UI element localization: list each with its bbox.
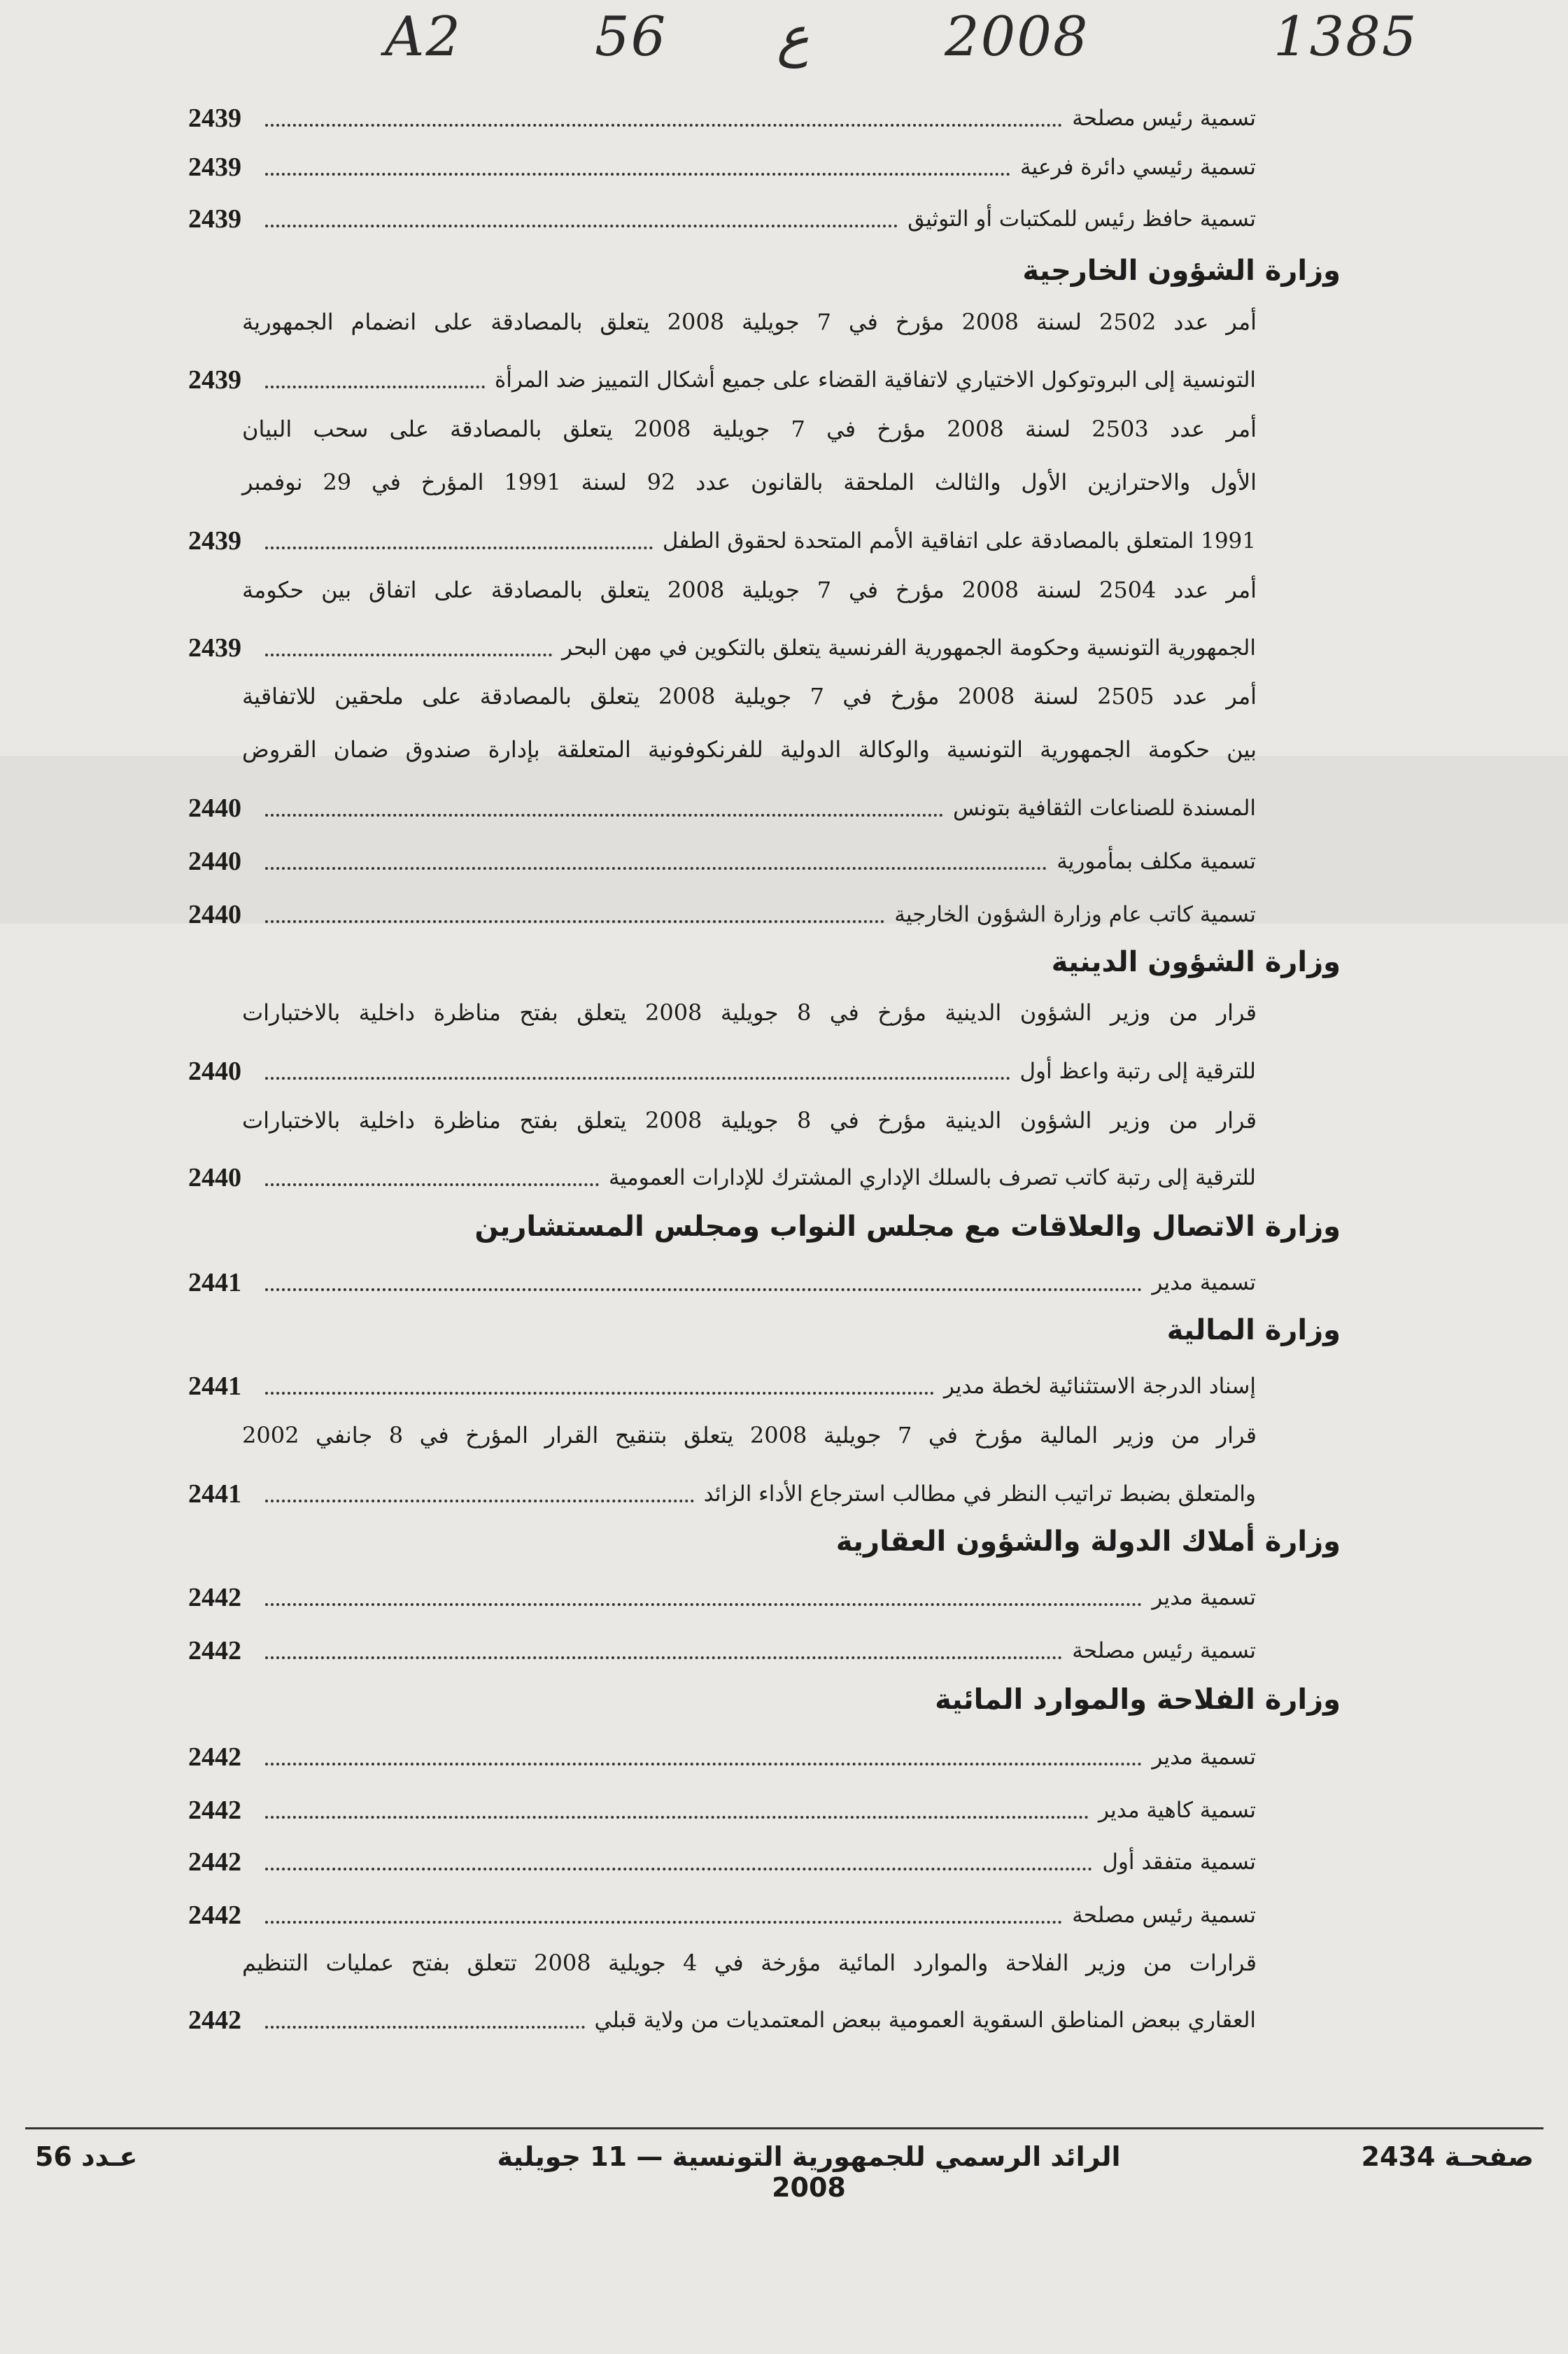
toc-entry xyxy=(157,355,1256,400)
toc-entry xyxy=(157,1995,1256,2040)
toc-entry xyxy=(157,889,1256,934)
toc-entry xyxy=(157,1837,1256,1882)
toc-page-number: 2442 xyxy=(188,1847,241,1877)
dot-leader xyxy=(265,1921,1062,1924)
dot-leader xyxy=(265,1603,1142,1606)
toc-page-number: 2439 xyxy=(188,633,241,663)
section-heading: وزارة الاتصال والعلاقات مع مجلس النواب ومجلس المستشارين xyxy=(474,1211,1341,1243)
toc-entry-text: المسندة للصناعات الثقافية بتونس xyxy=(952,796,1256,821)
dot-leader xyxy=(265,1868,1092,1870)
toc-entry xyxy=(157,1469,1256,1514)
toc-entry-text: إسناد الدرجة الاستثنائية لخطة مدير xyxy=(943,1374,1256,1399)
toc-entry xyxy=(157,623,1256,668)
dot-leader xyxy=(265,1816,1089,1819)
dot-leader xyxy=(265,173,1010,176)
toc-entry xyxy=(157,836,1256,881)
toc-page-number: 2441 xyxy=(188,1268,241,1297)
entry-line: أمر عدد 2502 لسنة 2008 مؤرخ في 7 جويلية 2008 يتعلق بالمصادقة على انضمام الجمهورية xyxy=(242,309,1257,335)
handwritten-reference xyxy=(364,0,1455,84)
toc-entry-text: تسمية مكلف بمأمورية xyxy=(1057,849,1256,874)
toc-page-number: 2439 xyxy=(188,526,241,556)
entry-line: أمر عدد 2503 لسنة 2008 مؤرخ في 7 جويلية 2008 يتعلق بالمصادقة على سحب البيان xyxy=(242,416,1257,442)
toc-entry-text: تسمية مدير xyxy=(1152,1745,1256,1770)
dot-leader xyxy=(265,1077,1010,1080)
dot-leader xyxy=(265,1392,934,1395)
entry-line: قرارات من وزير الفلاحة والموارد المائية مؤرخة في 4 جويلية 2008 تتعلق بفتح عمليات التنظيم xyxy=(242,1950,1257,1976)
entry-line: قرار من وزير الشؤون الدينية مؤرخ في 8 جويلية 2008 يتعلق بفتح مناظرة داخلية بالاختبارات xyxy=(242,999,1257,1026)
dot-leader xyxy=(265,814,943,817)
dot-leader xyxy=(265,867,1047,870)
toc-entry xyxy=(157,1572,1256,1617)
dot-leader xyxy=(265,124,1062,127)
toc-entry xyxy=(157,1046,1256,1091)
toc-entry-text: تسمية متفقد أول xyxy=(1102,1849,1256,1875)
toc-entry-text: تسمية كاهية مدير xyxy=(1098,1798,1256,1823)
toc-entry-text: تسمية حافظ رئيس للمكتبات أو التوثيق xyxy=(907,206,1256,232)
page-footer xyxy=(25,2141,1544,2203)
dot-leader xyxy=(265,2026,585,2029)
section-heading: وزارة الشؤون الخارجية xyxy=(1022,255,1341,287)
toc-entry-text: تسمية رئيس مصلحة xyxy=(1072,1903,1256,1928)
toc-entry xyxy=(157,516,1256,561)
dot-leader xyxy=(265,1763,1142,1765)
toc-entry-text: تسمية رئيس مصلحة xyxy=(1072,106,1256,131)
handwritten-issue: 56 xyxy=(595,6,668,69)
toc-entry-text: 1991 المتعلق بالمصادقة على اتفاقية الأمم المتحدة لحقوق الطفل xyxy=(662,528,1256,554)
toc-entry-text: تسمية رئيسي دائرة فرعية xyxy=(1020,155,1256,180)
section-heading: وزارة الشؤون الدينية xyxy=(1051,946,1341,978)
toc-page-number: 2440 xyxy=(188,900,241,929)
toc-entry xyxy=(157,1153,1256,1197)
toc-page-number: 2439 xyxy=(188,365,241,395)
handwritten-letter: ع xyxy=(777,6,810,69)
toc-entry xyxy=(157,1732,1256,1777)
handwritten-code: A2 xyxy=(385,6,462,69)
toc-entry xyxy=(157,93,1256,138)
toc-page-number: 2440 xyxy=(188,1057,241,1086)
toc-page-number: 2442 xyxy=(188,1583,241,1612)
dot-leader xyxy=(265,1183,599,1186)
entry-line: قرار من وزير المالية مؤرخ في 7 جويلية 2008 يتعلق بتنقيح القرار المؤرخ في 8 جانفي 2002 xyxy=(242,1422,1257,1449)
toc-entry-text: التونسية إلى البروتوكول الاختياري لاتفاقية القضاء على جميع أشكال التمييز ضد المرأة xyxy=(494,367,1256,393)
dot-leader xyxy=(265,386,485,388)
toc-entry xyxy=(157,1785,1256,1830)
entry-line: بين حكومة الجمهورية التونسية والوكالة الدولية للفرنكوفونية المتعلقة بإدارة صندوق ضمان القروض xyxy=(242,736,1257,763)
toc-page-number: 2441 xyxy=(188,1372,241,1401)
toc-entry-text: والمتعلق بضبط تراتيب النظر في مطالب استرجاع الأداء الزائد xyxy=(703,1481,1256,1507)
toc-entry xyxy=(157,783,1256,828)
toc-page-number: 2442 xyxy=(188,1636,241,1665)
entry-line: الأول والاحترازين الأول والثالث الملحقة بالقانون عدد 92 لسنة 1991 المؤرخ في 29 نوفمبر xyxy=(242,469,1257,495)
toc-entry xyxy=(157,1257,1256,1302)
gazette-title-date: الرائد الرسمي للجمهورية التونسية — 11 جويلية 2008 xyxy=(497,2141,1121,2203)
toc-entry xyxy=(157,1626,1256,1670)
toc-entry xyxy=(157,1361,1256,1406)
toc-entry-text: الجمهورية التونسية وحكومة الجمهورية الفرنسية يتعلق بالتكوين في مهن البحر xyxy=(562,635,1256,661)
page-number: صفحـة 2434 xyxy=(1361,2141,1534,2172)
toc-entry xyxy=(157,142,1256,187)
toc-page-number: 2439 xyxy=(188,104,241,133)
section-heading: وزارة أملاك الدولة والشؤون العقارية xyxy=(835,1525,1341,1558)
toc-entry-text: للترقية إلى رتبة واعظ أول xyxy=(1019,1059,1256,1084)
entry-line: أمر عدد 2505 لسنة 2008 مؤرخ في 7 جويلية 2008 يتعلق بالمصادقة على ملحقين للاتفاقية xyxy=(242,683,1257,710)
toc-entry-text: تسمية كاتب عام وزارة الشؤون الخارجية xyxy=(894,902,1256,927)
toc-page-number: 2440 xyxy=(188,1163,241,1192)
entry-line: قرار من وزير الشؤون الدينية مؤرخ في 8 جويلية 2008 يتعلق بفتح مناظرة داخلية بالاختبارات xyxy=(242,1107,1257,1134)
toc-entry-text: تسمية مدير xyxy=(1152,1270,1256,1295)
dot-leader xyxy=(265,1500,694,1502)
toc-entry-text: تسمية مدير xyxy=(1152,1585,1256,1610)
toc-entry xyxy=(157,1890,1256,1935)
dot-leader xyxy=(265,547,653,549)
dot-leader xyxy=(265,225,898,227)
handwritten-year: 2008 xyxy=(945,6,1089,69)
handwritten-number: 1385 xyxy=(1273,6,1418,69)
entry-line: أمر عدد 2504 لسنة 2008 مؤرخ في 7 جويلية 2008 يتعلق بالمصادقة على اتفاق بين حكومة xyxy=(242,577,1257,603)
section-heading: وزارة المالية xyxy=(1166,1314,1341,1346)
toc-page-number: 2442 xyxy=(188,1796,241,1825)
section-heading: وزارة الفلاحة والموارد المائية xyxy=(935,1684,1341,1716)
toc-entry-text: تسمية رئيس مصلحة xyxy=(1072,1638,1256,1663)
toc-entry-text: للترقية إلى رتبة كاتب تصرف بالسلك الإداري المشترك للإدارات العمومية xyxy=(609,1165,1256,1190)
toc-page-number: 2442 xyxy=(188,1742,241,1772)
toc-page-number: 2440 xyxy=(188,847,241,876)
toc-entry-text: العقاري ببعض المناطق السقوية العمومية ببعض المعتمديات من ولاية قبلي xyxy=(594,2008,1256,2033)
issue-number: عـدد 56 xyxy=(35,2141,138,2172)
dot-leader xyxy=(265,1288,1142,1291)
toc-page-number: 2440 xyxy=(188,794,241,823)
toc-page-number: 2439 xyxy=(188,153,241,182)
toc-page-number: 2442 xyxy=(188,2006,241,2035)
toc-page-number: 2441 xyxy=(188,1479,241,1509)
dot-leader xyxy=(265,920,884,923)
toc-entry xyxy=(157,194,1256,239)
dot-leader xyxy=(265,654,552,656)
toc-page-number: 2442 xyxy=(188,1901,241,1930)
footer-divider xyxy=(25,2127,1544,2129)
dot-leader xyxy=(265,1656,1062,1659)
toc-page-number: 2439 xyxy=(188,204,241,234)
